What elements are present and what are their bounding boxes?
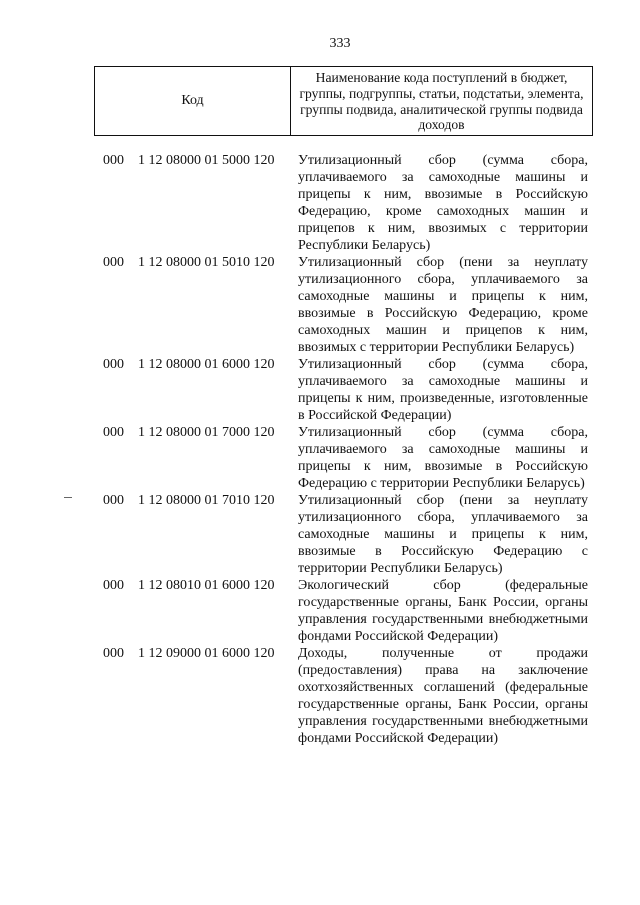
revenue-description: Утилизационный сбор (сумма сбора, уплачиваемого за самоходные машины и прицепы к ним, ввозимые в Российскую Федерацию с территории Республики Беларусь) xyxy=(298,425,588,491)
admin-code: 000 xyxy=(103,255,124,270)
header-code-label: Код xyxy=(95,67,291,135)
revenue-description: Утилизационный сбор (сумма сбора, уплачиваемого за самоходные машины и прицепы к ним, ввозимые в Российскую Федерацию, кроме самоходных машин и прицепов к ним, ввозимых с территории Республики Беларусь) xyxy=(298,153,588,253)
table-row xyxy=(0,152,640,254)
revenue-description: Доходы, полученные от продажи (предоставления) права на заключение охотхозяйственных соглашений (федеральные государственные органы, Банк России, органы управления государственными внебюджетными фондами Российской Федерации) xyxy=(298,646,588,746)
admin-code: 000 xyxy=(103,425,124,440)
admin-code: 000 xyxy=(103,646,124,661)
table-header xyxy=(94,66,593,136)
revenue-code-list xyxy=(0,152,640,747)
revenue-code: 1 12 08000 01 6000 120 xyxy=(138,357,275,372)
revenue-code: 1 12 08000 01 5000 120 xyxy=(138,153,275,168)
table-row xyxy=(0,577,640,645)
table-row xyxy=(0,645,640,747)
revenue-code: 1 12 08000 01 7010 120 xyxy=(138,493,275,508)
table-row xyxy=(0,424,640,492)
admin-code: 000 xyxy=(103,357,124,372)
revenue-code: 1 12 09000 01 6000 120 xyxy=(138,646,275,661)
header-name-label: Наименование кода поступлений в бюджет, группы, подгруппы, статьи, подстатьи, элемента, группы подвида, аналитической группы подвида доходов xyxy=(299,70,584,133)
revenue-description: Утилизационный сбор (сумма сбора, уплачиваемого за самоходные машины и прицепы к ним, произведенные, изготовленные в Российской Федерации) xyxy=(298,357,588,423)
page-number: 333 xyxy=(329,36,351,51)
revenue-description: Утилизационный сбор (пени за неуплату утилизационного сбора, уплачиваемого за самоходные машины и прицепы к ним, ввозимые в Российскую Федерацию с территории Республики Беларусь) xyxy=(298,493,588,576)
table-row xyxy=(0,492,640,577)
admin-code: 000 xyxy=(103,153,124,168)
revenue-code: 1 12 08000 01 7000 120 xyxy=(138,425,275,440)
table-row xyxy=(0,356,640,424)
admin-code: 000 xyxy=(103,493,124,508)
revenue-description: Утилизационный сбор (пени за неуплату утилизационного сбора, уплачиваемого за самоходные машины и прицепы к ним, ввозимые в Российскую Федерацию, кроме самоходных машин и прицепов к ним, ввозимых с территории Республики Беларусь) xyxy=(298,255,588,355)
revenue-code: 1 12 08000 01 5010 120 xyxy=(138,255,275,270)
revenue-code: 1 12 08010 01 6000 120 xyxy=(138,578,275,593)
revenue-description: Экологический сбор (федеральные государственные органы, Банк России, органы управления государственными внебюджетными фондами Российской Федерации) xyxy=(298,578,588,644)
admin-code: 000 xyxy=(103,578,124,593)
table-row xyxy=(0,254,640,356)
